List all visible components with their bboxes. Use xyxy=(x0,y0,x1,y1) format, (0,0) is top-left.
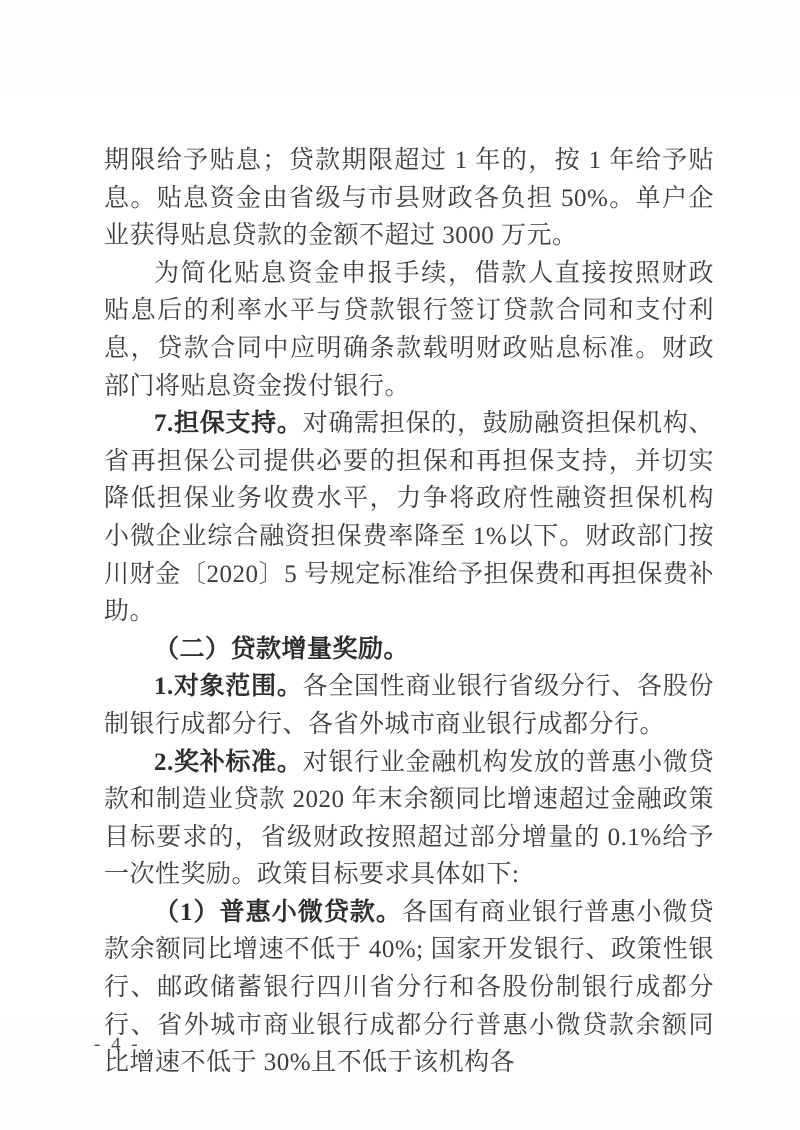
paragraph-heading-text: 7.担保支持。 xyxy=(154,410,303,438)
paragraph xyxy=(104,668,714,743)
document-body xyxy=(104,142,714,1082)
paragraph xyxy=(104,142,714,255)
paragraph xyxy=(104,631,714,669)
paragraph xyxy=(104,894,714,1082)
paragraph-text: 期限给予贴息；贷款期限超过 1 年的，按 1 年给予贴息。贴息资金由省级与市县财政各负担 50%。单户企业获得贴息贷款的金额不超过 3000 万元。 xyxy=(104,147,714,250)
page-number: - 4 - xyxy=(94,1034,141,1055)
paragraph-heading-text: （二）贷款增量奖励。 xyxy=(154,635,410,663)
paragraph xyxy=(104,744,714,894)
paragraph-text: 对确需担保的，鼓励融资担保机构、省再担保公司提供必要的担保和再担保支持，并切实降低担保业务收费水平，力争将政府性融资担保机构小微企业综合融资担保费率降至 1%以下。财政部门按川财金〔2020〕5 号规定标准给予担保费和再担保费补助。 xyxy=(104,410,714,626)
paragraph xyxy=(104,405,714,631)
paragraph-heading-text: （1）普惠小微贷款。 xyxy=(154,898,402,926)
paragraph-text: 对银行业金融机构发放的普惠小微贷款和制造业贷款 2020 年末余额同比增速超过金融政策目标要求的，省级财政按照超过部分增量的 0.1%给予一次性奖励。政策目标要求具体如下: xyxy=(104,748,714,889)
paragraph-heading-text: 1.对象范围。 xyxy=(154,673,303,701)
paragraph-text: 各全国性商业银行省级分行、各股份制银行成都分行、各省外城市商业银行成都分行。 xyxy=(104,673,714,738)
paragraph-heading-text: 2.奖补标准。 xyxy=(154,748,303,776)
paragraph xyxy=(104,255,714,405)
paragraph-text: 各国有商业银行普惠小微贷款余额同比增速不低于 40%; 国家开发银行、政策性银行、邮政储蓄银行四川省分行和各股份制银行成都分行、省外城市商业银行成都分行普惠小微贷款余额同比增速不低于 30%且不低于该机构各 xyxy=(104,898,714,1077)
paragraph-text: 为简化贴息资金申报手续，借款人直接按照财政贴息后的利率水平与贷款银行签订贷款合同和支付利息，贷款合同中应明确条款载明财政贴息标准。财政部门将贴息资金拨付银行。 xyxy=(104,259,714,400)
